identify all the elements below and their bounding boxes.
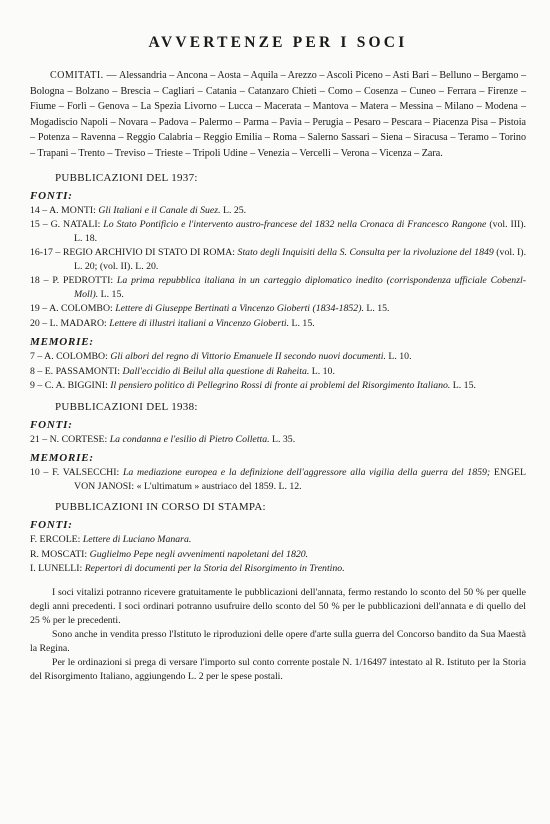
memorie-label-1938: MEMORIE: [30, 452, 94, 465]
fonti-label-1937: FONTI: [30, 189, 73, 202]
publication-entry [30, 533, 526, 547]
entry-price: (vol. I). L. 20; (vol. II). L. 20. [74, 247, 527, 272]
fonti-label-1938: FONTI: [30, 418, 73, 431]
publication-entry [30, 317, 526, 331]
entry-author: A. COLOMBO: [44, 351, 108, 363]
entry-number: 14 – [30, 204, 48, 216]
note-paragraph: Per le ordinazioni si prega di versare l'importo sul conto corrente postale N. 1/16497 intestato al R. Istituto per la Storia del Risorgimento Italiano, aggiungendo L. 2 per le spese postali. [30, 656, 526, 682]
entry-price: L. 15. [100, 288, 124, 300]
section-1937 [30, 172, 526, 393]
entry-number: 10 – [30, 467, 49, 479]
entry-author: N. CORTESE: [49, 433, 108, 445]
entry-price: L. 10. [311, 365, 335, 377]
entry-title: Guglielmo Pepe negli avvenimenti napoletani del 1820. [89, 548, 309, 560]
entry-title: Repertori di documenti per la Storia del Risorgimento in Trentino. [84, 563, 345, 575]
memorie-label-1937: MEMORIE: [30, 336, 94, 349]
memorie-list-1938 [30, 466, 526, 493]
entry-author: E. PASSAMONTI: [44, 365, 121, 377]
entry-title: La condanna e l'esilio di Pietro Colletta. [109, 433, 270, 445]
note-paragraph: I soci vitalizi potranno ricevere gratuitamente le pubblicazioni dell'annata, fermo restando lo sconto del 50 % per quelle degli anni precedenti. I soci ordinari potranno usufruire dello sconto del 50 % per le pubblicazioni dell'annata e di quello del 25 % per le precedenti. [30, 586, 526, 626]
note-paragraph: Sono anche in vendita presso l'Istituto le riproduzioni delle opere d'arte sulla guerra del Concorso bandito da Sua Maestà la Regina. [30, 628, 526, 654]
comitati-list: Alessandria – Ancona – Aosta – Aquila – Arezzo – Ascoli Piceno – Asti Bari – Belluno – Bergamo – Bologna – Bolzano – Brescia – Cagliari – Catania – Catanzaro Chieti – Como – Cosenza – Cuneo – Ferrara – Firenze – Fiume – Forlì – Genova – La Spezia Livorno – Lucca – Macerata – Mantova – Matera – Messina – Milano – Modena – Mogadiscio Napoli – Novara – Padova – Palermo – Parma – Pavia – Perugia – Pesaro – Pescara – Piacenza Pisa – Pistoia – Potenza – Ravenna – Reggio Calabria – Reggio Emilia – Roma – Salerno Sassari – Siena – Siracusa – Teramo – Torino – Trapani – Trento – Treviso – Trieste – Tripoli Udine – Venezia – Vercelli – Verona – Vicenza – Zara. [30, 70, 527, 159]
fonti-label-in-corso: FONTI: [30, 519, 73, 532]
entry-author: I. LUNELLI: [30, 563, 83, 575]
publication-entry [30, 548, 526, 562]
entry-price: L. 25. [222, 204, 247, 216]
entry-author: P. PEDROTTI: [52, 275, 114, 287]
entry-number: 8 – [30, 365, 43, 377]
entry-title: Gli albori del regno di Vittorio Emanuele II secondo nuovi documenti. [110, 351, 386, 363]
entry-number: 16-17 – [30, 247, 61, 259]
entry-title: Stato degli Inquisiti della S. Consulta per la rivoluzione del 1849 [237, 247, 494, 259]
section-heading-1937: PUBBLICAZIONI DEL 1937: [55, 171, 198, 184]
entry-author: F. ERCOLE: [30, 534, 81, 546]
entry-author: C. A. BIGGINI: [44, 380, 108, 392]
publication-entry [30, 204, 526, 218]
section-heading-1938: PUBBLICAZIONI DEL 1938: [55, 400, 198, 413]
publication-entry [30, 246, 526, 273]
entry-author: R. MOSCATI: [30, 548, 88, 560]
notes-block [30, 586, 526, 684]
entry-title: Lettere di Luciano Manara. [82, 534, 192, 546]
entry-price: (vol. III). L. 18. [74, 219, 527, 244]
entry-title: Lettere di illustri italiani a Vincenzo Gioberti. [109, 317, 290, 329]
entry-title: Lo Stato Pontificio e l'intervento austro-francese del 1832 nella Cronaca di Francesco Rangone [103, 219, 487, 231]
section-heading-in-corso: PUBBLICAZIONI IN CORSO DI STAMPA: [55, 501, 266, 514]
publication-entry [30, 466, 526, 493]
fonti-list-1938 [30, 433, 526, 447]
entry-author: F. VALSECCHI: [52, 467, 120, 479]
entry-price: L. 15. [452, 380, 476, 392]
comitati-paragraph [30, 68, 526, 162]
entry-title: La prima repubblica italiana in un carteggio diplomatico inedito (corrispondenza ufficiale Cobenzl-Moll). [74, 275, 526, 300]
publication-entry [30, 350, 526, 364]
entry-title: Lettere di Giuseppe Bertinati a Vincenzo Gioberti (1834-1852). [115, 303, 364, 315]
entry-price: L. 15. [291, 317, 315, 329]
entry-price: L. 15. [366, 303, 390, 315]
comitati-label: COMITATI. — [50, 70, 118, 81]
entry-author: A. COLOMBO: [49, 303, 113, 315]
entry-author: A. MONTI: [49, 204, 96, 216]
entry-title: La mediazione europea e la definizione dell'aggressore alla vigilia della guerra del 1859; [122, 467, 491, 479]
entry-number: 20 – [30, 317, 48, 329]
entry-number: 21 – [30, 433, 48, 445]
fonti-list-in-corso [30, 533, 526, 576]
entry-price: L. 10. [388, 351, 412, 363]
publication-entry [30, 365, 526, 379]
section-1938 [30, 401, 526, 494]
entry-title: Il pensiero politico di Pellegrino Rossi di fronte ai problemi del Risorgimento Italiano. [110, 380, 451, 392]
entry-price: L. 35. [272, 433, 296, 445]
publication-entry [30, 562, 526, 576]
publication-entry [30, 433, 526, 447]
entry-author: REGIO ARCHIVIO DI STATO DI ROMA: [62, 247, 236, 259]
entry-number: 15 – [30, 219, 48, 231]
fonti-list-1937 [30, 204, 526, 331]
entry-title: Dall'eccidio di Beilul alla questione di Raheita. [122, 365, 310, 377]
entry-author: G. NATALI: [50, 219, 101, 231]
entry-price: ENGEL VON JANOSI: « L'ultimatum » austriaco del 1859. L. 12. [74, 467, 526, 492]
entry-number: 9 – [30, 380, 43, 392]
memorie-list-1937 [30, 350, 526, 393]
publication-entry [30, 218, 526, 245]
publication-entry [30, 302, 526, 316]
section-in-corso [30, 501, 526, 576]
entry-title: Gli Italiani e il Canale di Suez. [98, 204, 221, 216]
page-title: AVVERTENZE PER I SOCI [148, 34, 408, 51]
publication-entry [30, 379, 526, 393]
entry-number: 7 – [30, 351, 43, 363]
entry-author: L. MADARO: [49, 317, 107, 329]
entry-number: 19 – [30, 303, 48, 315]
entry-number: 18 – [30, 275, 49, 287]
publication-entry [30, 274, 526, 301]
